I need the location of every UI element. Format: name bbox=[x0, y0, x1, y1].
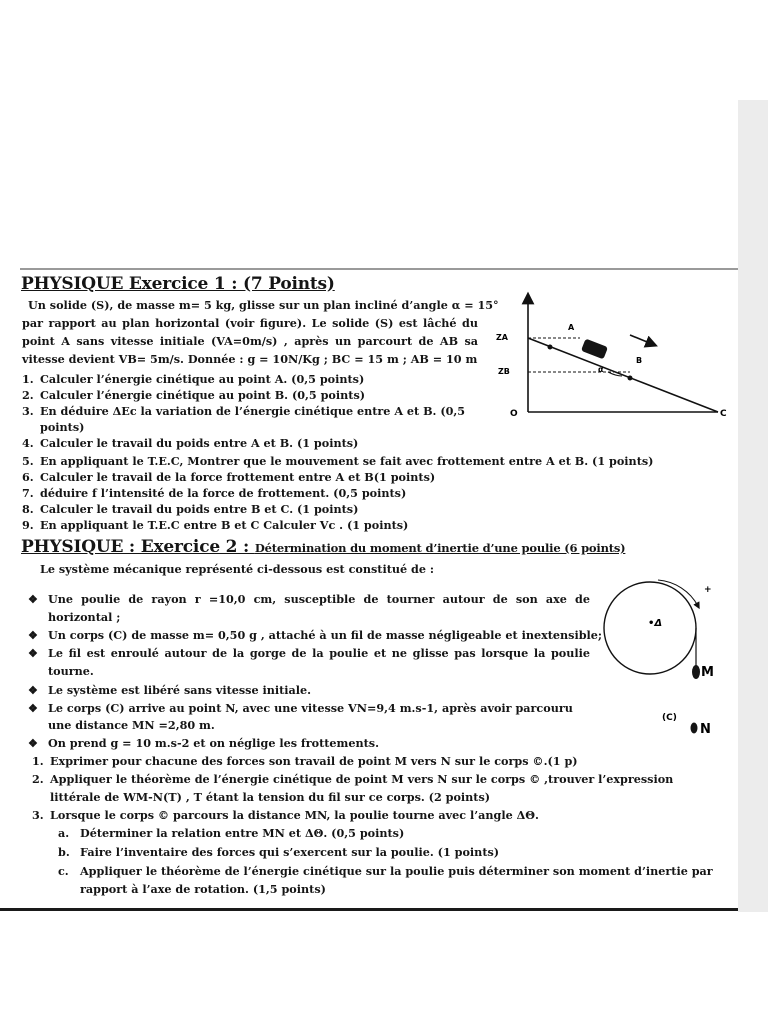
bullet-text: Le fil est enroulé autour de la gorge de la poulie et ne glisse pas lorsque la poulie bbox=[48, 646, 590, 660]
subquestion-letter: a. bbox=[58, 826, 70, 840]
point-n-dot bbox=[691, 723, 698, 734]
incline-line bbox=[528, 338, 718, 412]
point-m-label: M bbox=[701, 665, 714, 680]
bullet-text: Une poulie de rayon r =10,0 cm, susceptible de tourner autour de son axe de bbox=[48, 592, 590, 606]
exercise1-question bbox=[22, 486, 406, 500]
question-text: Lorsque le corps © parcours la distance MN, la poulie tourne avec l’angle ΔΘ. bbox=[50, 808, 539, 822]
question-number: 9. bbox=[22, 518, 34, 532]
solid-block bbox=[581, 339, 608, 360]
bullet-text: On prend g = 10 m.s-2 et on néglige les frottements. bbox=[48, 736, 379, 750]
question-text: En appliquant le T.E.C entre B et C Calculer Vc . (1 points) bbox=[40, 518, 409, 532]
question-text: Calculer l’énergie cinétique au point B. (0,5 points) bbox=[40, 388, 366, 402]
point-a-label: A bbox=[568, 323, 575, 332]
bottom-divider bbox=[0, 908, 738, 911]
plus-sign: + bbox=[704, 585, 712, 595]
exercise1-intro-line: Un solide (S), de masse m= 5 kg, glisse sur un plan incliné d’angle α = 15° bbox=[28, 298, 499, 312]
question-text: En déduire ΔEc la variation de l’énergie cinétique entre A et B. (0,5 bbox=[40, 404, 466, 418]
exercise1-title: PHYSIQUE Exercice 1 : (7 Points) bbox=[21, 274, 335, 294]
origin-label: O bbox=[510, 409, 518, 419]
exercise2-bullet bbox=[28, 592, 590, 607]
exercise2-subquestion bbox=[58, 826, 404, 840]
exercise2-bullet bbox=[28, 628, 602, 643]
angle-label: α bbox=[598, 365, 604, 374]
subquestion-text: Appliquer le théorème de l’énergie cinétique sur la poulie puis déterminer son moment d’inertie par bbox=[80, 864, 713, 878]
question-number: 3. bbox=[22, 404, 34, 418]
za-label: ZA bbox=[496, 333, 508, 342]
exercise1-question bbox=[22, 470, 435, 484]
exercise1-intro-line: vitesse devient VB= 5m/s. Donnée : g = 10N/Kg ; BC = 15 m ; AB = 10 m bbox=[22, 352, 478, 366]
point-b-dot bbox=[628, 376, 633, 381]
question-text: En appliquant le T.E.C, Montrer que le mouvement se fait avec frottement entre A et B. (1 points) bbox=[40, 454, 654, 468]
question-number: 8. bbox=[22, 502, 34, 516]
point-a-dot bbox=[548, 345, 553, 350]
question-number: 5. bbox=[22, 454, 34, 468]
page-edge-strip bbox=[738, 100, 768, 912]
subquestion-text: Déterminer la relation entre MN et ΔΘ. (0,5 points) bbox=[80, 826, 405, 840]
question-number: 2. bbox=[22, 388, 34, 402]
question-text: Calculer le travail de la force frottement entre A et B(1 points) bbox=[40, 470, 436, 484]
bullet-icon: ❖ bbox=[28, 593, 38, 606]
exercise1-question bbox=[22, 404, 465, 418]
exercise1-question bbox=[22, 454, 653, 468]
exercise2-bullet bbox=[28, 701, 573, 716]
bullet-icon: ❖ bbox=[28, 647, 38, 660]
question-number: 2. bbox=[32, 772, 44, 786]
exercise2-bullet bbox=[28, 646, 590, 661]
exercise1-question bbox=[22, 502, 358, 516]
question-text: points) bbox=[40, 420, 85, 434]
question-text: Calculer l’énergie cinétique au point A. (0,5 points) bbox=[40, 372, 365, 386]
question-text: Calculer le travail du poids entre A et B. (1 points) bbox=[40, 436, 359, 450]
bullet-icon: ❖ bbox=[28, 684, 38, 697]
bullet-text: Un corps (C) de masse m= 0,50 g , attaché à un fil de masse négligeable et inextensible; bbox=[48, 628, 603, 642]
exercise1-question bbox=[22, 518, 408, 532]
exercise2-intro: Le système mécanique représenté ci-dessous est constitué de : bbox=[40, 562, 434, 576]
body-c-at-m bbox=[692, 665, 700, 679]
bullet-icon: ❖ bbox=[28, 629, 38, 642]
exercise2-subtitle: Détermination du moment d’inertie d’une poulie (6 points) bbox=[254, 541, 626, 555]
question-text: Calculer le travail du poids entre B et C. (1 points) bbox=[40, 502, 359, 516]
bullet-icon: ❖ bbox=[28, 702, 38, 715]
question-text: Exprimer pour chacune des forces son travail de point M vers N sur le corps ©.(1 p) bbox=[50, 754, 578, 768]
exercise1-intro-line: point A sans vitesse initiale (VA=0m/s) , après un parcourt de AB sa bbox=[22, 334, 478, 348]
inclined-plane-figure bbox=[490, 290, 730, 430]
exercise2-title bbox=[21, 537, 625, 557]
question-number: 3. bbox=[32, 808, 44, 822]
question-number: 6. bbox=[22, 470, 34, 484]
exercise2-question bbox=[32, 808, 539, 822]
question-number: 4. bbox=[22, 436, 34, 450]
body-c-label: (C) bbox=[662, 713, 677, 723]
point-b-label: B bbox=[636, 356, 643, 365]
exercise2-bullet-continuation: horizontal ; bbox=[48, 610, 121, 624]
exercise2-heading: PHYSIQUE : Exercice 2 : bbox=[21, 537, 255, 557]
exercise1-question bbox=[22, 420, 84, 434]
exercise2-bullet-continuation: une distance MN =2,80 m. bbox=[48, 718, 215, 732]
exercise2-question bbox=[32, 772, 673, 786]
exercise2-bullet bbox=[28, 683, 311, 698]
exercise2-bullet-continuation: tourne. bbox=[48, 664, 94, 678]
subquestion-letter: c. bbox=[58, 864, 69, 878]
exercise1-question bbox=[22, 372, 364, 386]
exercise2-question bbox=[32, 754, 578, 768]
bullet-text: Le corps (C) arrive au point N, avec une vitesse VN=9,4 m.s-1, après avoir parcouru bbox=[48, 701, 573, 715]
exercise1-intro-line: par rapport au plan horizontal (voir figure). Le solide (S) est lâché du bbox=[22, 316, 478, 330]
pulley-figure bbox=[598, 578, 738, 744]
zb-label: ZB bbox=[498, 367, 510, 376]
subquestion-letter: b. bbox=[58, 845, 70, 859]
question-text: Appliquer le théorème de l’énergie cinétique de point M vers N sur le corps © ,trouver l’expression bbox=[50, 772, 674, 786]
exercise1-question bbox=[22, 388, 365, 402]
question-text: littérale de WM-N(T) , T étant la tension du fil sur ce corps. (2 points) bbox=[50, 790, 491, 804]
exercise1-question bbox=[22, 436, 358, 450]
exercise2-question bbox=[32, 790, 490, 804]
question-number: 1. bbox=[22, 372, 34, 386]
subquestion-text: Faire l’inventaire des forces qui s’exercent sur la poulie. (1 points) bbox=[80, 845, 500, 859]
motion-arrow bbox=[630, 335, 652, 344]
question-number: 7. bbox=[22, 486, 34, 500]
bullet-text: Le système est libéré sans vitesse initiale. bbox=[48, 683, 312, 697]
exercise2-bullet bbox=[28, 736, 379, 751]
point-n-label: N bbox=[700, 722, 711, 737]
question-text: déduire f l’intensité de la force de frottement. (0,5 points) bbox=[40, 486, 407, 500]
bullet-icon: ❖ bbox=[28, 737, 38, 750]
point-c-label: C bbox=[720, 409, 727, 419]
exercise2-subquestion bbox=[58, 864, 713, 878]
question-number: 1. bbox=[32, 754, 44, 768]
exercise2-subquestion-continuation: rapport à l’axe de rotation. (1,5 points) bbox=[80, 882, 326, 896]
pulley-axis-label: •Δ bbox=[648, 618, 663, 629]
exercise2-subquestion bbox=[58, 845, 499, 859]
